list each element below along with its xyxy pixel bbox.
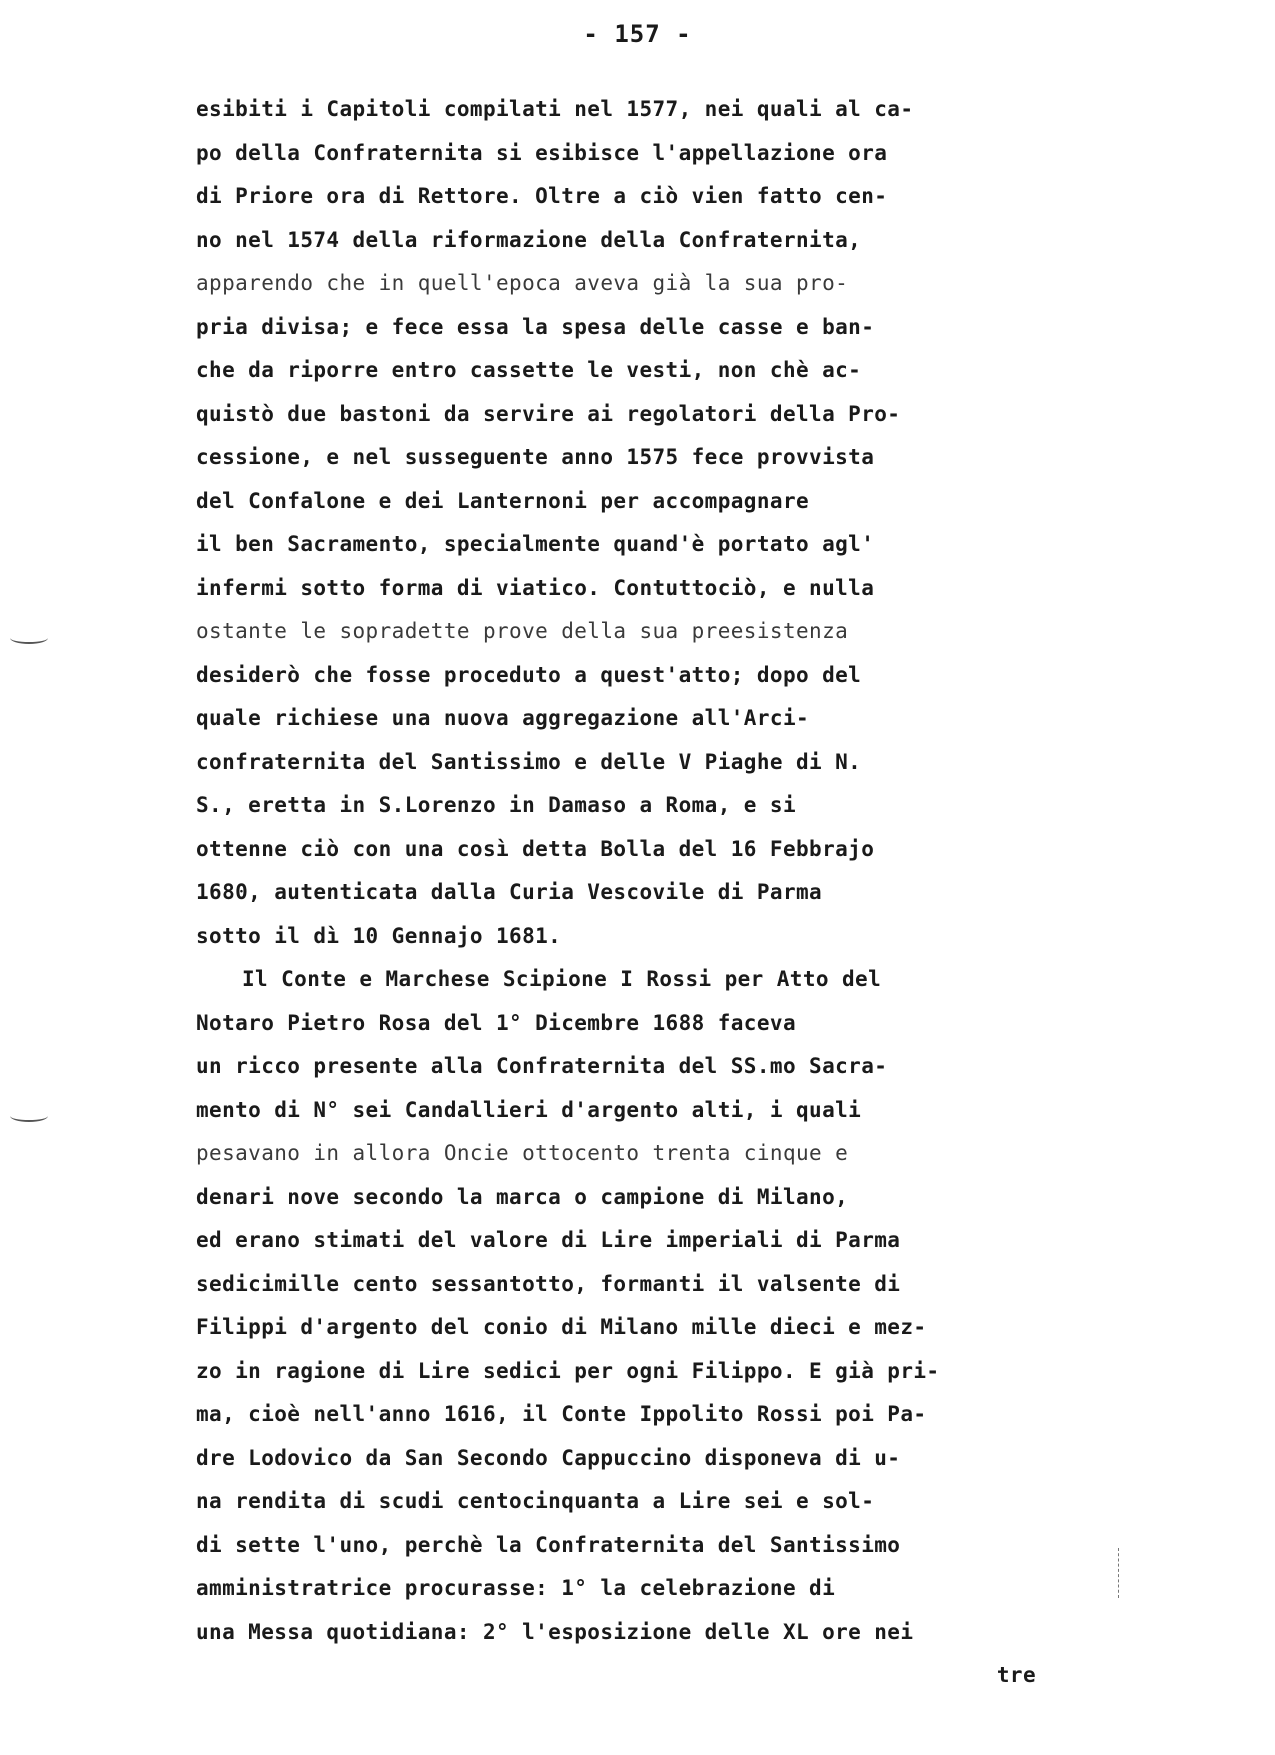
text-line: cessione, e nel susseguente anno 1575 fece provvista — [196, 445, 875, 469]
text-line: sedicimille cento sessantotto, formanti il valsente di — [196, 1271, 901, 1296]
text-line: ottenne ciò con una così detta Bolla del 16 Febbrajo — [196, 836, 875, 861]
text-line: che da riporre entro cassette le vesti, non chè ac- — [196, 358, 862, 382]
margin-mark — [10, 1110, 48, 1122]
text-line: esibiti i Capitoli compilati nel 1577, nei quali al ca- — [196, 97, 914, 121]
page-number: - 157 - — [583, 20, 692, 48]
text-line: ostante le sopradette prove della sua preesistenza — [196, 619, 849, 643]
text-line: zo in ragione di Lire sedici per ogni Filippo. E già pri- — [196, 1358, 940, 1383]
text-line: Filippi d'argento del conio di Milano mille dieci e mez- — [196, 1315, 927, 1339]
text-line: no nel 1574 della riformazione della Confraternita, — [196, 227, 862, 252]
text-line: di Priore ora di Rettore. Oltre a ciò vien fatto cen- — [196, 184, 888, 208]
text-line: S., eretta in S.Lorenzo in Damaso a Roma, e si — [196, 793, 796, 817]
text-line: del Confalone e dei Lanternoni per accompagnare — [196, 488, 810, 513]
text-line: po della Confraternita si esibisce l'appellazione ora — [196, 140, 888, 165]
text-line: dre Lodovico da San Secondo Cappuccino disponeva di u- — [196, 1445, 901, 1470]
text-line: pesavano in allora Oncie ottocento trenta cinque e — [196, 1141, 849, 1165]
text-line: confraternita del Santissimo e delle V Piaghe di N. — [196, 749, 862, 774]
text-line: na rendita di scudi centocinquanta a Lire sei e sol- — [196, 1489, 875, 1513]
text-line: sotto il dì 10 Gennajo 1681. — [196, 923, 562, 948]
text-line: Il Conte e Marchese Scipione I Rossi per Atto del — [242, 967, 882, 991]
text-line: amministratrice procurasse: 1° la celebrazione di — [196, 1576, 836, 1600]
text-line: quale richiese una nuova aggregazione all'Arci- — [196, 706, 810, 730]
text-line: denari nove secondo la marca o campione di Milano, — [196, 1184, 849, 1209]
text-line: quistò due bastoni da servire ai regolatori della Pro- — [196, 401, 901, 426]
text-line: infermi sotto forma di viatico. Contuttociò, e nulla — [196, 575, 875, 600]
text-line: tre — [996, 1663, 1036, 1687]
text-line: ma, cioè nell'anno 1616, il Conte Ippolito Rossi poi Pa- — [196, 1402, 927, 1426]
text-line: il ben Sacramento, specialmente quand'è portato agl' — [196, 532, 875, 556]
text-line: ed erano stimati del valore di Lire imperiali di Parma — [196, 1228, 901, 1252]
text-line: una Messa quotidiana: 2° l'esposizione delle XL ore nei — [196, 1619, 914, 1644]
body-text — [196, 88, 1096, 1698]
text-line: un ricco presente alla Confraternita del SS.mo Sacra- — [196, 1054, 888, 1078]
text-line: 1680, autenticata dalla Curia Vescovile di Parma — [196, 880, 823, 904]
margin-mark — [10, 632, 48, 644]
text-line: apparendo che in quell'epoca aveva già la sua pro- — [196, 271, 849, 295]
text-line: Notaro Pietro Rosa del 1° Dicembre 1688 faceva — [196, 1010, 796, 1035]
margin-scratch — [1118, 1548, 1125, 1598]
text-line: desiderò che fosse proceduto a quest'atto; dopo del — [196, 662, 862, 687]
text-line: mento di N° sei Candallieri d'argento alti, i quali — [196, 1097, 862, 1122]
text-line: pria divisa; e fece essa la spesa delle casse e ban- — [196, 314, 875, 339]
text-line: di sette l'uno, perchè la Confraternita del Santissimo — [196, 1532, 901, 1557]
